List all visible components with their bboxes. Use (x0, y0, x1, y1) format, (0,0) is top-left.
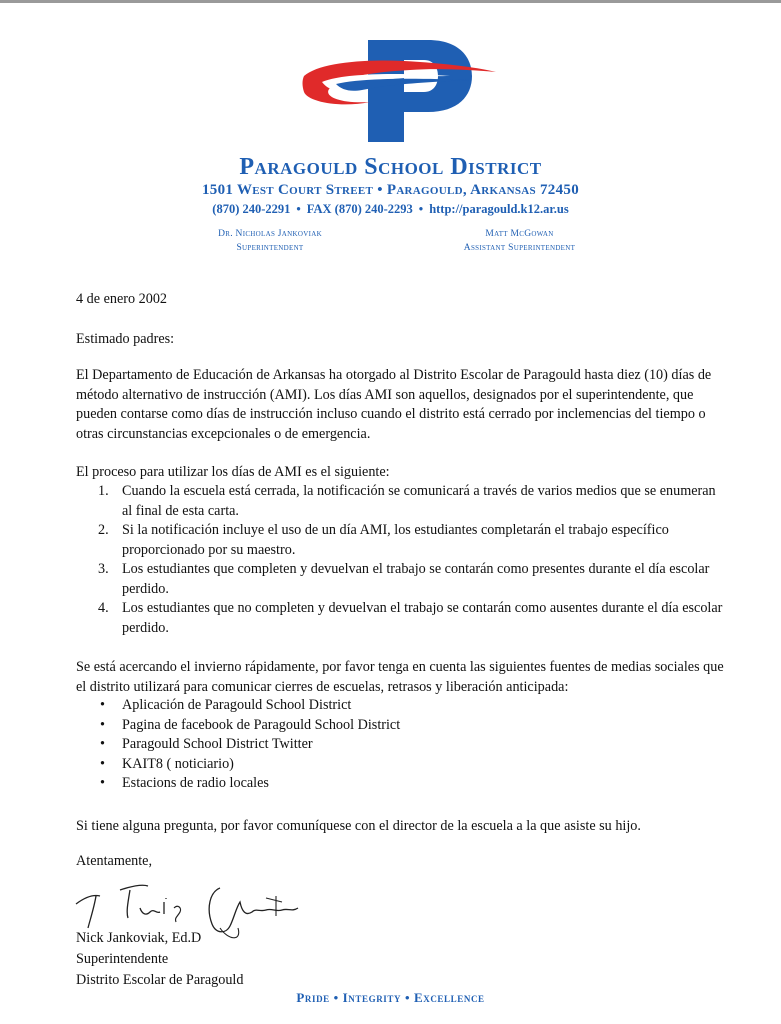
district-address: 1501 West Court Street • Paragould, Arkansas 72450 (201, 182, 580, 198)
officer-title: Superintendent (236, 243, 304, 253)
step-number: 1. (98, 483, 109, 499)
list-item (76, 599, 726, 638)
signer-name: Nick Jankoviak, Ed.D (76, 930, 202, 946)
step-number: 3. (98, 561, 109, 577)
source-text: Estacions de radio locales (122, 775, 269, 791)
sources-list (76, 696, 726, 794)
bullet-icon: • (100, 755, 105, 772)
officer-assistant-superintendent (437, 227, 602, 255)
step-number: 2. (98, 522, 109, 538)
website-link[interactable]: http://paragould.k12.ar.us (429, 202, 569, 216)
list-item (76, 696, 726, 716)
officer-name: Matt McGowan (485, 229, 554, 239)
officer-title: Assistant Superintendent (463, 243, 576, 253)
source-text: Paragould School District Twitter (122, 736, 313, 752)
top-border (0, 0, 781, 3)
district-name: Paragould School District (239, 154, 542, 180)
process-steps-list (76, 482, 726, 638)
officer-name: Dr. Nicholas Jankoviak (218, 229, 322, 239)
paragraph-ami-intro: El Departamento de Educación de Arkansas ha otorgado al Distrito Escolar de Paragould hasta diez (10) días de método alternativo de instrucción (AMI). Los días AMI son aquellos, designados por el superintendente, que pueden contarse como días de instrucción incluso cuando el distrito está cerrado por inclemencias del tiempo o otras circunstancias excepcionales o de emergencia. (76, 367, 712, 442)
list-item (76, 560, 726, 599)
step-text: Los estudiantes que no completen y devuelvan el trabajo se contarán como ausentes durante el día escolar perdido. (122, 600, 723, 636)
separator-bullet: • (418, 202, 424, 216)
officer-superintendent (200, 227, 340, 255)
phone-number: (870) 240-2291 (212, 202, 291, 216)
signer-organization: Distrito Escolar de Paragould (76, 972, 244, 988)
step-text: Si la notificación incluye el uso de un día AMI, los estudiantes completarán el trabajo específico proporcionado por su maestro. (122, 522, 669, 558)
step-text: Los estudiantes que completen y devuelvan el trabajo se contarán como presentes durante el día escolar perdido. (122, 561, 710, 597)
source-text: Aplicación de Paragould School District (122, 697, 352, 713)
list-item (76, 716, 726, 736)
bullet-icon: • (100, 716, 105, 733)
footer-motto: Pride • Integrity • Excellence (296, 990, 485, 1005)
list-item (76, 735, 726, 755)
paragraph-social-media: Se está acercando el invierno rápidamente, por favor tenga en cuenta las siguientes fuentes de medias sociales que el distrito utilizará para comunicar cierres de escuelas, retrasos y liberación anticipada: (76, 659, 724, 695)
paragould-p-swoosh-logo (300, 32, 500, 150)
fax-number: FAX (870) 240-2293 (306, 202, 413, 216)
step-number: 4. (98, 600, 109, 616)
list-item (76, 774, 726, 794)
separator-bullet: • (296, 202, 301, 216)
list-item (76, 755, 726, 775)
list-item (76, 482, 726, 521)
contact-line (0, 202, 781, 217)
bullet-icon: • (100, 736, 105, 752)
source-text: KAIT8 ( noticiario) (122, 755, 234, 772)
bullet-icon: • (100, 775, 105, 791)
list-item (76, 521, 726, 560)
source-text: Pagina de facebook de Paragould School District (122, 716, 401, 733)
letter-closing: Atentamente, (76, 853, 153, 869)
signer-title: Superintendente (76, 951, 169, 967)
process-intro: El proceso para utilizar los días de AMI es el siguiente: (76, 464, 390, 480)
bullet-icon: • (100, 697, 105, 713)
letter-date: 4 de enero 2002 (76, 291, 168, 307)
paragraph-questions: Si tiene alguna pregunta, por favor comuníquese con el director de la escuela a la que asiste su hijo. (76, 818, 641, 834)
step-text: Cuando la escuela está cerrada, la notificación se comunicará a través de varios medios que se enumeran al final de esta carta. (122, 483, 716, 519)
letter-greeting: Estimado padres: (76, 331, 175, 347)
